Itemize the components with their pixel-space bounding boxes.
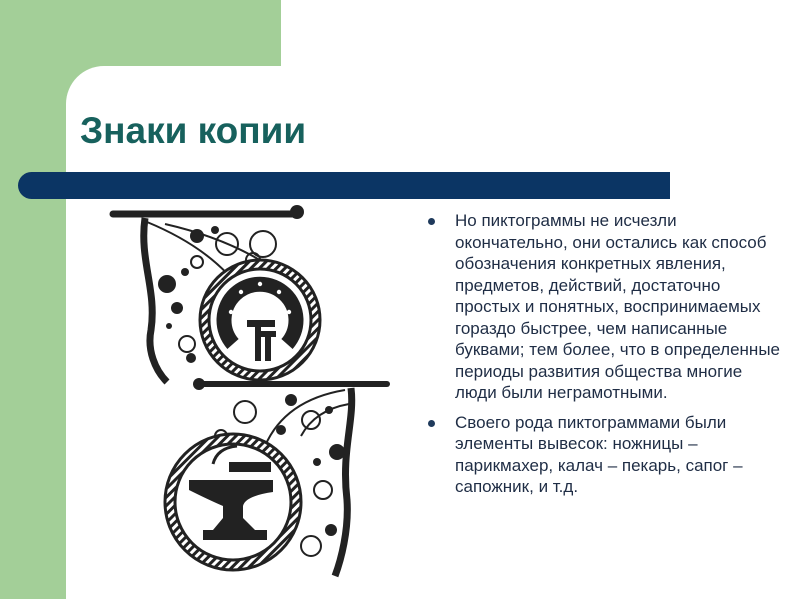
bullet-text: Своего рода пиктограммами были элементы вывесок: ножницы – парикмахер, калач – пекарь, сапог – сапожник, и т.д. <box>455 412 743 496</box>
list-item <box>428 412 788 498</box>
bullet-icon <box>428 218 435 225</box>
anvil-sign-icon <box>165 378 387 576</box>
list-item <box>428 210 788 404</box>
slide-title: Знаки копии <box>80 110 307 151</box>
title-bar <box>18 172 670 199</box>
slide-top-strip <box>281 0 800 66</box>
horseshoe-sign-icon <box>113 205 320 382</box>
bullet-text: Но пиктограммы не исчезли окончательно, они остались как способ обозначения конкретных явления, предметов, действий, достаточно простых и понятных, воспринимаемых гораздо быстрее, чем написанные буквами; тем более, что в определенные периоды развития общества многие люди были неграмотными. <box>455 211 780 402</box>
bullet-list <box>428 210 788 506</box>
blacksmith-signs-illustration <box>105 200 405 590</box>
bullet-icon <box>428 420 435 427</box>
